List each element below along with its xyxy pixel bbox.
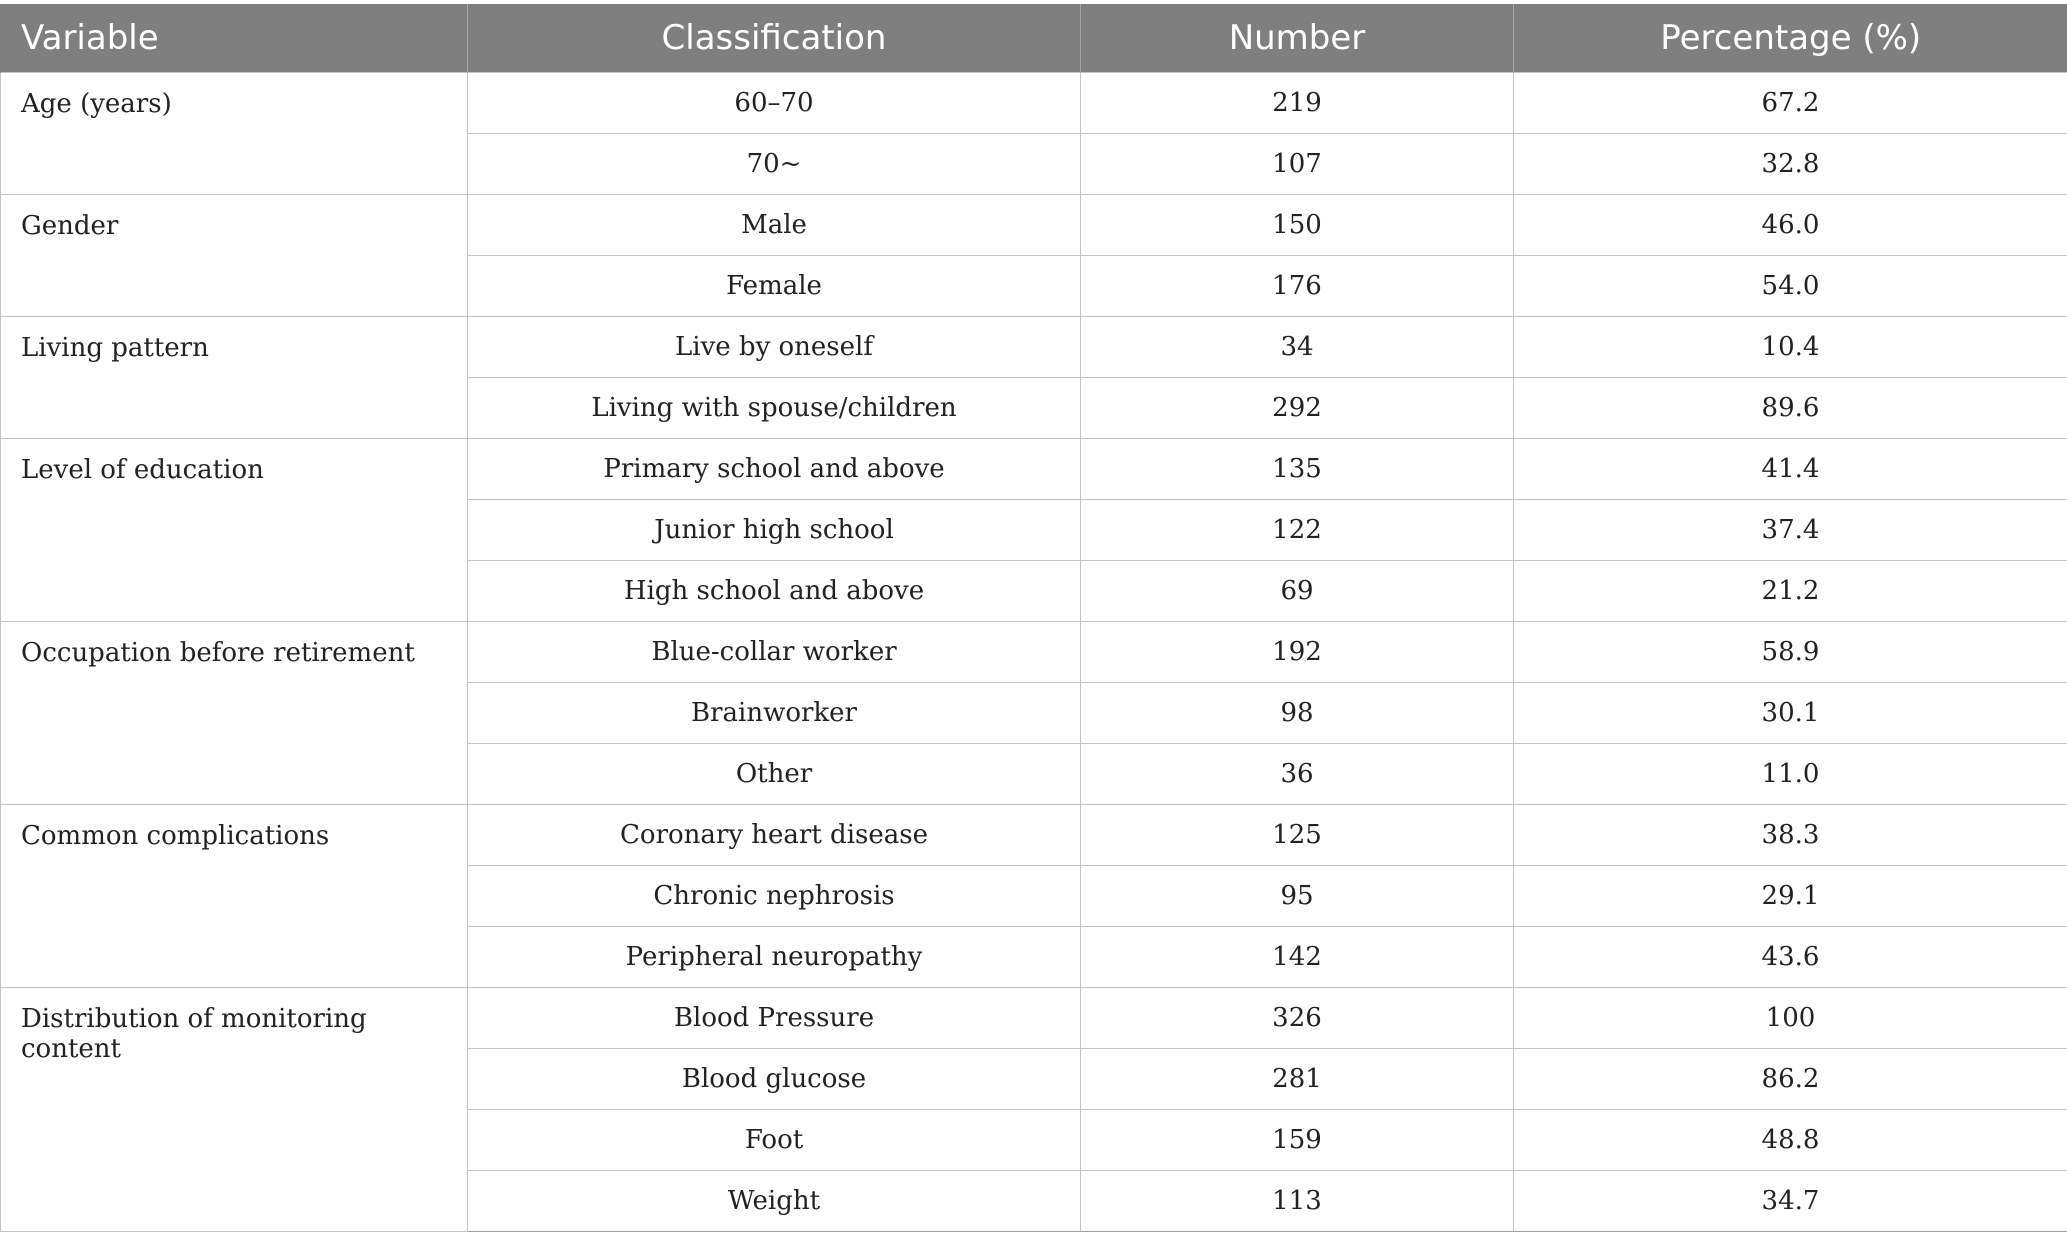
number-cell: 150 [1081, 195, 1514, 256]
table-row [1, 317, 2067, 378]
classification-cell: Blue-collar worker [468, 622, 1081, 683]
number-cell: 192 [1081, 622, 1514, 683]
classification-cell: Blood glucose [468, 1049, 1081, 1110]
header-number: Number [1081, 4, 1514, 73]
percentage-cell: 89.6 [1514, 378, 2067, 439]
number-cell: 219 [1081, 73, 1514, 134]
number-cell: 326 [1081, 988, 1514, 1049]
variable-cell: Age (years) [1, 73, 468, 195]
percentage-cell: 34.7 [1514, 1171, 2067, 1232]
classification-cell: 60–70 [468, 73, 1081, 134]
classification-cell: Peripheral neuropathy [468, 927, 1081, 988]
classification-cell: Chronic nephrosis [468, 866, 1081, 927]
variable-cell: Gender [1, 195, 468, 317]
variable-cell: Living pattern [1, 317, 468, 439]
header-classification: Classification [468, 4, 1081, 73]
number-cell: 69 [1081, 561, 1514, 622]
classification-cell: Primary school and above [468, 439, 1081, 500]
percentage-cell: 46.0 [1514, 195, 2067, 256]
number-cell: 125 [1081, 805, 1514, 866]
variable-cell: Occupation before retirement [1, 622, 468, 805]
percentage-cell: 29.1 [1514, 866, 2067, 927]
variable-cell: Common complications [1, 805, 468, 988]
number-cell: 36 [1081, 744, 1514, 805]
classification-cell: 70~ [468, 134, 1081, 195]
table-row [1, 73, 2067, 134]
classification-cell: Other [468, 744, 1081, 805]
number-cell: 122 [1081, 500, 1514, 561]
number-cell: 292 [1081, 378, 1514, 439]
table-header-row [1, 4, 2067, 73]
number-cell: 281 [1081, 1049, 1514, 1110]
variable-cell: Level of education [1, 439, 468, 622]
percentage-cell: 10.4 [1514, 317, 2067, 378]
table-body [1, 73, 2067, 1232]
table-row [1, 622, 2067, 683]
classification-cell: Female [468, 256, 1081, 317]
header-variable: Variable [1, 4, 468, 73]
classification-cell: Junior high school [468, 500, 1081, 561]
number-cell: 98 [1081, 683, 1514, 744]
classification-cell: High school and above [468, 561, 1081, 622]
demographics-table [0, 4, 2067, 1232]
number-cell: 107 [1081, 134, 1514, 195]
number-cell: 176 [1081, 256, 1514, 317]
number-cell: 113 [1081, 1171, 1514, 1232]
table-row [1, 805, 2067, 866]
percentage-cell: 100 [1514, 988, 2067, 1049]
percentage-cell: 37.4 [1514, 500, 2067, 561]
percentage-cell: 21.2 [1514, 561, 2067, 622]
percentage-cell: 38.3 [1514, 805, 2067, 866]
header-percentage: Percentage (%) [1514, 4, 2067, 73]
classification-cell: Living with spouse/children [468, 378, 1081, 439]
percentage-cell: 43.6 [1514, 927, 2067, 988]
classification-cell: Live by oneself [468, 317, 1081, 378]
table-row [1, 988, 2067, 1049]
number-cell: 34 [1081, 317, 1514, 378]
classification-cell: Male [468, 195, 1081, 256]
percentage-cell: 67.2 [1514, 73, 2067, 134]
classification-cell: Blood Pressure [468, 988, 1081, 1049]
number-cell: 95 [1081, 866, 1514, 927]
classification-cell: Weight [468, 1171, 1081, 1232]
percentage-cell: 32.8 [1514, 134, 2067, 195]
percentage-cell: 58.9 [1514, 622, 2067, 683]
classification-cell: Brainworker [468, 683, 1081, 744]
percentage-cell: 54.0 [1514, 256, 2067, 317]
table-row [1, 195, 2067, 256]
table-row [1, 439, 2067, 500]
variable-cell: Distribution of monitoring content [1, 988, 468, 1232]
classification-cell: Coronary heart disease [468, 805, 1081, 866]
percentage-cell: 11.0 [1514, 744, 2067, 805]
number-cell: 159 [1081, 1110, 1514, 1171]
percentage-cell: 41.4 [1514, 439, 2067, 500]
classification-cell: Foot [468, 1110, 1081, 1171]
percentage-cell: 48.8 [1514, 1110, 2067, 1171]
number-cell: 142 [1081, 927, 1514, 988]
percentage-cell: 30.1 [1514, 683, 2067, 744]
percentage-cell: 86.2 [1514, 1049, 2067, 1110]
number-cell: 135 [1081, 439, 1514, 500]
